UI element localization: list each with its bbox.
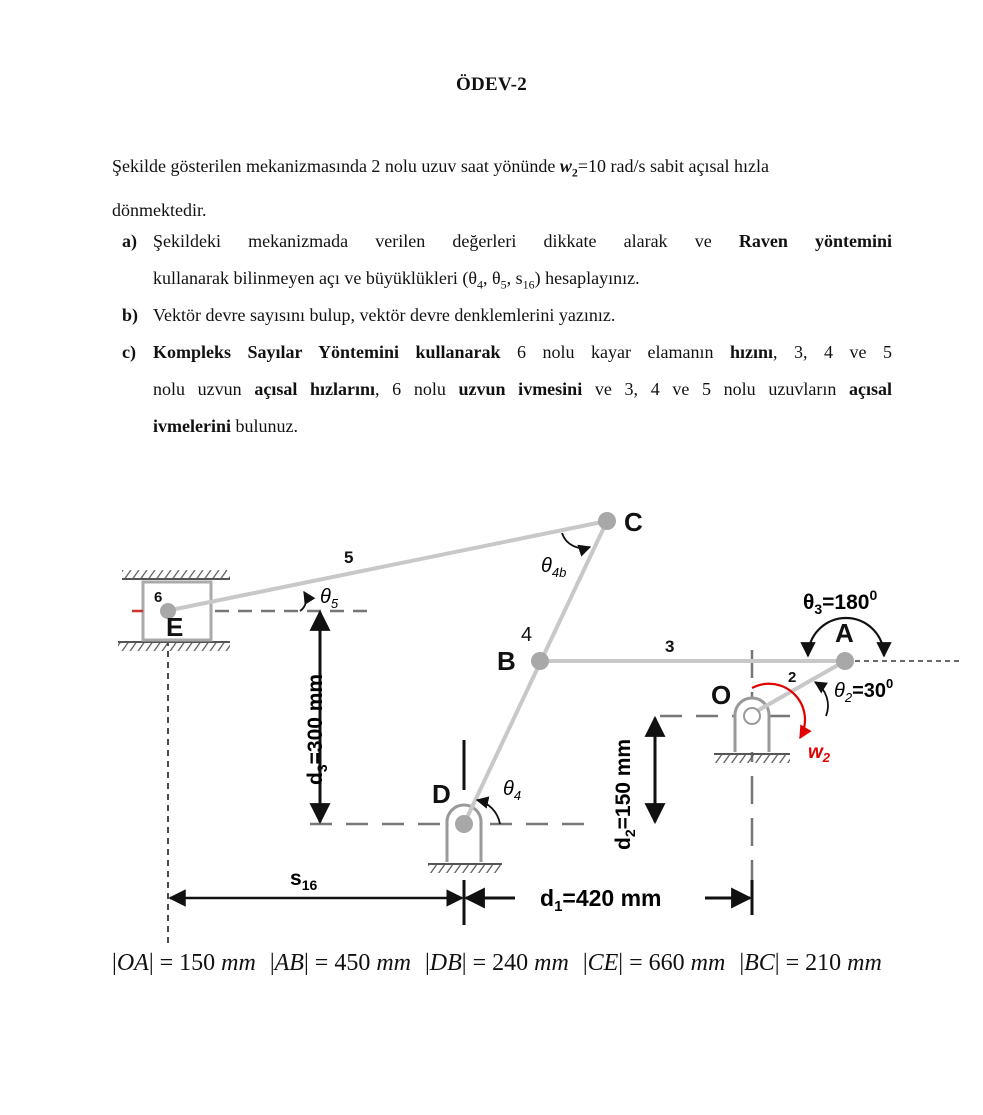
joint-a [836, 652, 854, 670]
item-a-t1: Şekildeki mekanizmada verilen değerleri dikkate alarak ve [153, 231, 739, 251]
intro-text-3: dönmektedir. [112, 199, 207, 220]
theta2-label: $\theta_2=30^0$ [834, 676, 894, 705]
length-value: 150 [179, 950, 216, 976]
item-c-t5: ve 3, 4 ve 5 nolu uzuvların [582, 379, 849, 399]
link-2 [750, 661, 845, 715]
length-unit: mm [376, 950, 411, 976]
length-name: DB [429, 950, 462, 976]
label-d: D [432, 779, 451, 809]
theta4b-arc [562, 533, 590, 548]
d1-label: $d_1=420$ mm [540, 885, 662, 915]
s16-label: $s_{16}$ [290, 867, 318, 893]
item-c-b2: hızını [729, 342, 773, 362]
item-b-text: Vektör devre sayısını bulup, vektör devre denklemlerini yazınız. [153, 305, 616, 325]
length-unit: mm [847, 950, 882, 976]
joint-b [531, 652, 549, 670]
link-4-dc [464, 521, 607, 824]
item-a-t5: ) hesaplayınız. [534, 268, 640, 288]
item-c-t4: , 6 nolu [375, 379, 459, 399]
label-a: A [835, 618, 854, 648]
theta4-label: $\theta_4$ [503, 778, 522, 803]
theta3-label: $\theta_3=180^0$ [803, 587, 878, 617]
ground-o [714, 698, 790, 915]
link-label-4: 4 [521, 624, 533, 646]
length-unit: mm [534, 950, 569, 976]
item-c-b1: Kompleks Sayılar Yöntemini kullanarak [153, 342, 501, 362]
item-a-t3: , θ [483, 268, 501, 288]
link-label-3: 3 [665, 637, 675, 656]
length-oa: |OA| = 150 mm [112, 950, 256, 976]
item-a-t2: kullanarak bilinmeyen açı ve büyüklükleri (θ [153, 268, 478, 288]
label-c: C [624, 507, 643, 537]
page-title: ÖDEV-2 [455, 74, 528, 95]
length-unit: mm [690, 950, 726, 976]
intro-w2-sub: 2 [571, 165, 578, 180]
label-o: O [711, 680, 732, 710]
item-c-b6: ivmelerini [153, 416, 231, 436]
item-a-s1: 4 [477, 277, 484, 292]
length-bc: |BC| = 210 mm [739, 950, 882, 976]
link-label-5: 5 [344, 548, 354, 567]
length-ce: |CE| = 660 mm [582, 950, 726, 976]
d3-label: $d_3=300$ mm [304, 673, 330, 785]
theta4b-label: $\theta_{4b}$ [541, 555, 567, 580]
length-value: 660 [648, 950, 685, 976]
w2-label: $w_2$ [808, 742, 831, 765]
length-value: 210 [805, 950, 842, 976]
joint-d [455, 815, 473, 833]
intro-w2: w [559, 156, 572, 176]
item-a-t4: , s [506, 268, 523, 288]
length-name: AB [274, 950, 304, 976]
given-lengths [112, 950, 912, 977]
theta5-arc [300, 592, 306, 611]
length-name: OA [116, 950, 149, 976]
label-e: E [166, 612, 184, 642]
d2-label: $d_2=150$ mm [612, 738, 638, 850]
item-a-s3: 16 [522, 277, 535, 292]
item-b-label: b) [122, 305, 139, 325]
theta2-arc [815, 682, 828, 716]
item-a-s2: 5 [500, 277, 507, 292]
item-a-label: a) [122, 231, 137, 251]
item-c-t2: , 3, 4 ve 5 [773, 342, 892, 362]
item-c-t3: nolu uzvun [153, 379, 255, 399]
length-value: 240 [492, 950, 529, 976]
theta5-label: $\theta_5$ [320, 586, 339, 611]
joint-o [744, 708, 760, 724]
intro-text-1: Şekilde gösterilen mekanizmasında 2 nolu uzuv saat yönünde [112, 156, 560, 176]
joint-c [598, 512, 616, 530]
item-c-label: c) [122, 342, 136, 362]
length-ab: |AB| = 450 mm [269, 950, 411, 976]
link-label-2: 2 [788, 669, 797, 686]
item-c-b4: uzvun ivmesini [458, 379, 583, 399]
length-name: BC [744, 950, 775, 976]
item-c-b5: açısal [848, 379, 892, 399]
link-label-6: 6 [154, 589, 163, 606]
length-value: 450 [334, 950, 371, 976]
intro-text-2: =10 rad/s sabit açısal hızla [577, 156, 769, 176]
length-db: |DB| = 240 mm [424, 950, 569, 976]
length-unit: mm [221, 950, 256, 976]
length-name: CE [587, 950, 619, 976]
item-c-b3: açısal hızlarını [254, 379, 375, 399]
item-c-t1: 6 nolu kayar elamanın [500, 342, 730, 362]
label-b: B [497, 646, 516, 676]
item-c-t6: bulunuz. [230, 416, 298, 436]
item-a-b1: Raven yöntemini [738, 231, 893, 251]
